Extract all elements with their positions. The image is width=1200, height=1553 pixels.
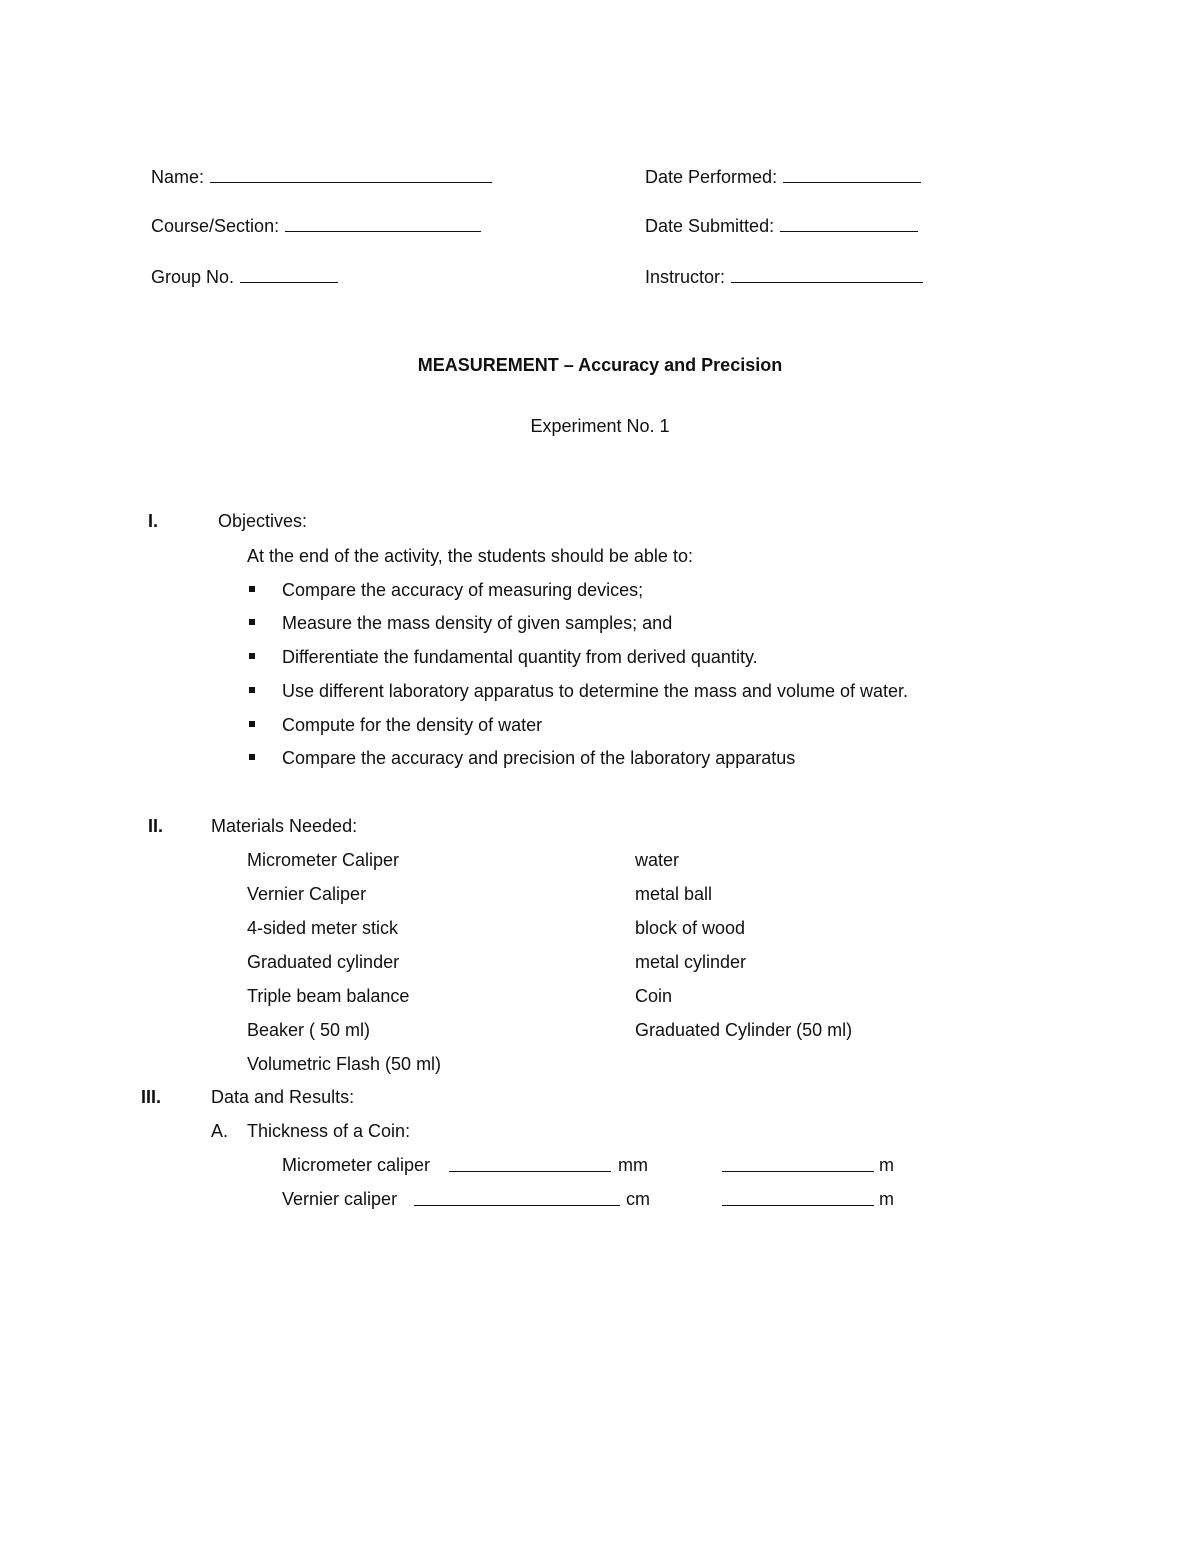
course-section-blank[interactable] [285, 214, 481, 232]
objective-item: Compare the accuracy of measuring devices; [282, 580, 644, 600]
date-submitted-blank[interactable] [780, 214, 918, 232]
objective-item: Measure the mass density of given samples; and [282, 613, 673, 633]
bullet-icon [249, 754, 255, 760]
subsection-a-title: Thickness of a Coin: [247, 1121, 411, 1141]
name-field [141, 143, 492, 188]
section-iii-heading: Data and Results: [211, 1087, 355, 1107]
measurement-blank[interactable] [449, 1154, 611, 1172]
objective-item: Differentiate the fundamental quantity from derived quantity. [282, 647, 758, 667]
bullet-icon [249, 619, 255, 625]
date-submitted-label: Date Submitted: [645, 216, 775, 236]
date-performed-field [635, 143, 921, 188]
group-no-blank[interactable] [240, 265, 338, 283]
section-i-heading: Objectives: [218, 511, 308, 531]
bullet-icon [249, 586, 255, 592]
section-ii-numeral: II. [148, 816, 164, 836]
material-item: block of wood [635, 918, 746, 938]
material-item: 4-sided meter stick [247, 918, 399, 938]
unit-label: m [879, 1189, 894, 1209]
material-item: water [635, 850, 680, 870]
conversion-blank[interactable] [722, 1154, 874, 1172]
course-section-label: Course/Section: [151, 216, 280, 236]
group-no-field [141, 243, 338, 288]
date-performed-blank[interactable] [783, 165, 921, 183]
date-submitted-field [635, 192, 918, 237]
material-item: Beaker ( 50 ml) [247, 1020, 371, 1040]
bullet-icon [249, 721, 255, 727]
date-performed-label: Date Performed: [645, 167, 778, 187]
material-item: Triple beam balance [247, 986, 410, 1006]
material-item: metal cylinder [635, 952, 747, 972]
bullet-icon [249, 687, 255, 693]
section-i-numeral: I. [148, 511, 159, 531]
conversion-blank[interactable] [722, 1188, 874, 1206]
course-section-field [141, 192, 481, 237]
objective-item: Use different laboratory apparatus to determine the mass and volume of water. [282, 681, 909, 701]
objectives-intro: At the end of the activity, the students should be able to: [247, 546, 693, 566]
material-item: Graduated Cylinder (50 ml) [635, 1020, 853, 1040]
objective-item: Compare the accuracy and precision of the laboratory apparatus [282, 748, 796, 768]
subsection-a-letter: A. [211, 1121, 229, 1141]
name-label: Name: [151, 167, 205, 187]
material-item: Vernier Caliper [247, 884, 367, 904]
instructor-field [635, 243, 923, 288]
section-iii-numeral: III. [141, 1087, 162, 1107]
unit-label: cm [626, 1189, 650, 1209]
material-item: Coin [635, 986, 673, 1006]
instructor-label: Instructor: [645, 267, 726, 287]
measurement-blank[interactable] [414, 1188, 620, 1206]
measurement-label: Micrometer caliper [282, 1155, 431, 1175]
measurement-label: Vernier caliper [282, 1189, 398, 1209]
unit-label: m [879, 1155, 894, 1175]
material-item: Graduated cylinder [247, 952, 400, 972]
name-blank[interactable] [210, 165, 492, 183]
document-title: MEASUREMENT – Accuracy and Precision [417, 355, 783, 375]
section-ii-heading: Materials Needed: [211, 816, 358, 836]
instructor-blank[interactable] [731, 265, 923, 283]
objective-item: Compute for the density of water [282, 715, 543, 735]
material-item: Micrometer Caliper [247, 850, 400, 870]
material-item: Volumetric Flash (50 ml) [247, 1054, 442, 1074]
bullet-icon [249, 653, 255, 659]
group-no-label: Group No. [151, 267, 235, 287]
material-item: metal ball [635, 884, 713, 904]
unit-label: mm [618, 1155, 648, 1175]
experiment-number: Experiment No. 1 [530, 416, 670, 436]
